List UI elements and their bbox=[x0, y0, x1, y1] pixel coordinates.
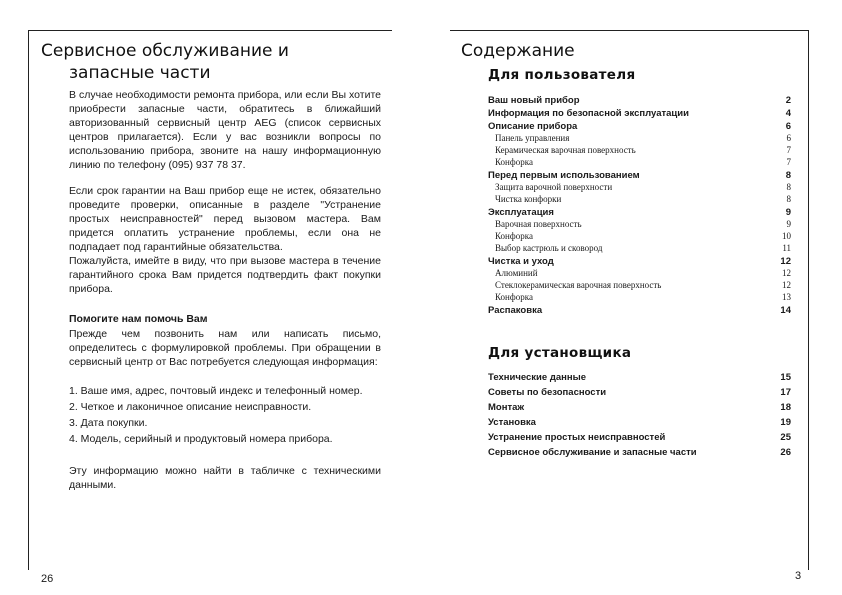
toc-entry-label: Стеклокерамическая варочная поверхность bbox=[495, 280, 662, 290]
left-side-rule bbox=[28, 30, 29, 570]
contents-title: Содержание bbox=[461, 41, 575, 61]
toc-entry-page: 2 bbox=[785, 95, 791, 106]
toc-entry bbox=[488, 304, 791, 317]
toc-entry-page: 4 bbox=[785, 108, 791, 119]
help-heading: Помогите нам помочь Вам bbox=[69, 313, 208, 325]
toc-entry-label: Эксплуатация bbox=[488, 207, 554, 218]
toc-entry-page: 14 bbox=[780, 305, 791, 316]
toc-entry bbox=[488, 94, 791, 107]
toc-entry-page: 10 bbox=[782, 231, 791, 241]
right-page-number: 3 bbox=[795, 570, 802, 582]
toc-entry bbox=[488, 156, 791, 169]
toc-entry-page: 26 bbox=[780, 447, 791, 458]
toc-entry-label: Ваш новый прибор bbox=[488, 95, 580, 106]
list-item: 3. Дата покупки. bbox=[69, 417, 148, 429]
toc-entry-page: 12 bbox=[780, 256, 791, 267]
toc-entry-page: 8 bbox=[786, 194, 791, 204]
toc-entry-label: Конфорка bbox=[495, 231, 533, 241]
toc-entry-page: 8 bbox=[785, 170, 791, 181]
toc-entry-label: Распаковка bbox=[488, 305, 543, 316]
toc-entry bbox=[488, 416, 791, 429]
toc-entry-label: Чистка конфорки bbox=[495, 194, 562, 204]
toc-entry-label: Чистка и уход bbox=[488, 256, 554, 267]
toc-entry bbox=[488, 371, 791, 384]
toc-entry-label: Описание прибора bbox=[488, 121, 578, 132]
toc-entry-page: 25 bbox=[780, 432, 791, 443]
toc-entry bbox=[488, 401, 791, 414]
user-toc bbox=[488, 94, 791, 334]
toc-entry-label: Конфорка bbox=[495, 157, 533, 167]
toc-entry bbox=[488, 242, 791, 255]
left-title-line2: запасные части bbox=[69, 63, 211, 83]
toc-entry-label: Монтаж bbox=[488, 402, 525, 413]
toc-entry-page: 15 bbox=[780, 372, 791, 383]
toc-entry-page: 6 bbox=[785, 121, 791, 132]
toc-entry-page: 19 bbox=[780, 417, 791, 428]
list-item: 2. Четкое и лаконичное описание неисправности. bbox=[69, 401, 312, 413]
toc-entry-label: Панель управления bbox=[495, 133, 570, 143]
installer-toc bbox=[488, 371, 791, 461]
toc-entry-label: Информация по безопасной эксплуатации bbox=[488, 108, 689, 119]
toc-entry bbox=[488, 446, 791, 459]
service-paragraph: В случае необходимости ремонта прибора, или если Вы хотите приобрести запасные части, обратитесь в ближайший авторизованный сервисный центр AEG (список сервисных центров прилагается). Если у вас возникли вопросы по использованию прибора, звоните на нашу информационную линию по телефону (095) 937 78 37. bbox=[69, 89, 381, 171]
right-side-rule bbox=[808, 30, 809, 570]
user-section-heading: Для пользователя bbox=[488, 67, 636, 83]
toc-entry-page: 8 bbox=[786, 182, 791, 192]
toc-entry-label: Защита варочной поверхности bbox=[495, 182, 613, 192]
toc-entry bbox=[488, 107, 791, 120]
toc-entry-page: 12 bbox=[782, 280, 791, 290]
toc-entry bbox=[488, 386, 791, 399]
toc-entry-label: Керамическая варочная поверхность bbox=[495, 145, 636, 155]
warranty-proof-paragraph: Пожалуйста, имейте в виду, что при вызове мастера в течение гарантийного срока Вам придется подтвердить факт покупки прибора. bbox=[69, 255, 381, 295]
toc-entry bbox=[488, 193, 791, 206]
nameplate-paragraph: Эту информацию можно найти в табличке с техническими данными. bbox=[69, 465, 381, 491]
toc-entry-page: 7 bbox=[786, 157, 791, 167]
toc-entry-page: 7 bbox=[786, 145, 791, 155]
left-top-rule bbox=[28, 30, 392, 31]
info-paragraph: Прежде чем позвонить нам или написать письмо, определитесь с формулировкой проблемы. При обращении в сервисный центр от Вас потребуется следующая информация: bbox=[69, 328, 381, 368]
toc-entry-label: Конфорка bbox=[495, 292, 533, 302]
toc-entry-label: Выбор кастрюль и сковород bbox=[495, 243, 603, 253]
toc-entry-label: Варочная поверхность bbox=[495, 219, 582, 229]
toc-entry-label: Алюминий bbox=[495, 268, 538, 278]
toc-entry-label: Технические данные bbox=[488, 372, 587, 383]
right-top-rule bbox=[450, 30, 809, 31]
left-title-line1: Сервисное обслуживание и bbox=[41, 41, 289, 61]
list-item: 1. Ваше имя, адрес, почтовый индекс и телефонный номер. bbox=[69, 385, 363, 397]
toc-entry-page: 18 bbox=[780, 402, 791, 413]
toc-entry-page: 6 bbox=[786, 133, 791, 143]
toc-entry-label: Советы по безопасности bbox=[488, 387, 607, 398]
toc-entry-page: 13 bbox=[782, 292, 791, 302]
toc-entry bbox=[488, 291, 791, 304]
toc-entry-label: Перед первым использованием bbox=[488, 170, 640, 181]
toc-entry-page: 9 bbox=[786, 219, 791, 229]
toc-entry-label: Сервисное обслуживание и запасные части bbox=[488, 447, 697, 458]
left-page-number: 26 bbox=[41, 573, 54, 585]
toc-entry-page: 17 bbox=[780, 387, 791, 398]
toc-entry-page: 12 bbox=[782, 268, 791, 278]
toc-entry bbox=[488, 431, 791, 444]
list-item: 4. Модель, серийный и продуктовый номера прибора. bbox=[69, 433, 333, 445]
toc-entry-page: 9 bbox=[785, 207, 791, 218]
toc-entry-label: Устранение простых неисправностей bbox=[488, 432, 666, 443]
toc-entry-label: Установка bbox=[488, 417, 536, 428]
installer-section-heading: Для установщика bbox=[488, 345, 632, 361]
warranty-paragraph: Если срок гарантии на Ваш прибор еще не истек, обязательно проведите проверки, описанные в разделе "Устранение простых неисправностей" перед вызовом мастера. Вам придется оплатить устранение проблемы, если она не подпадает под гарантийные обязательства. bbox=[69, 185, 381, 253]
toc-entry-page: 11 bbox=[782, 243, 791, 253]
